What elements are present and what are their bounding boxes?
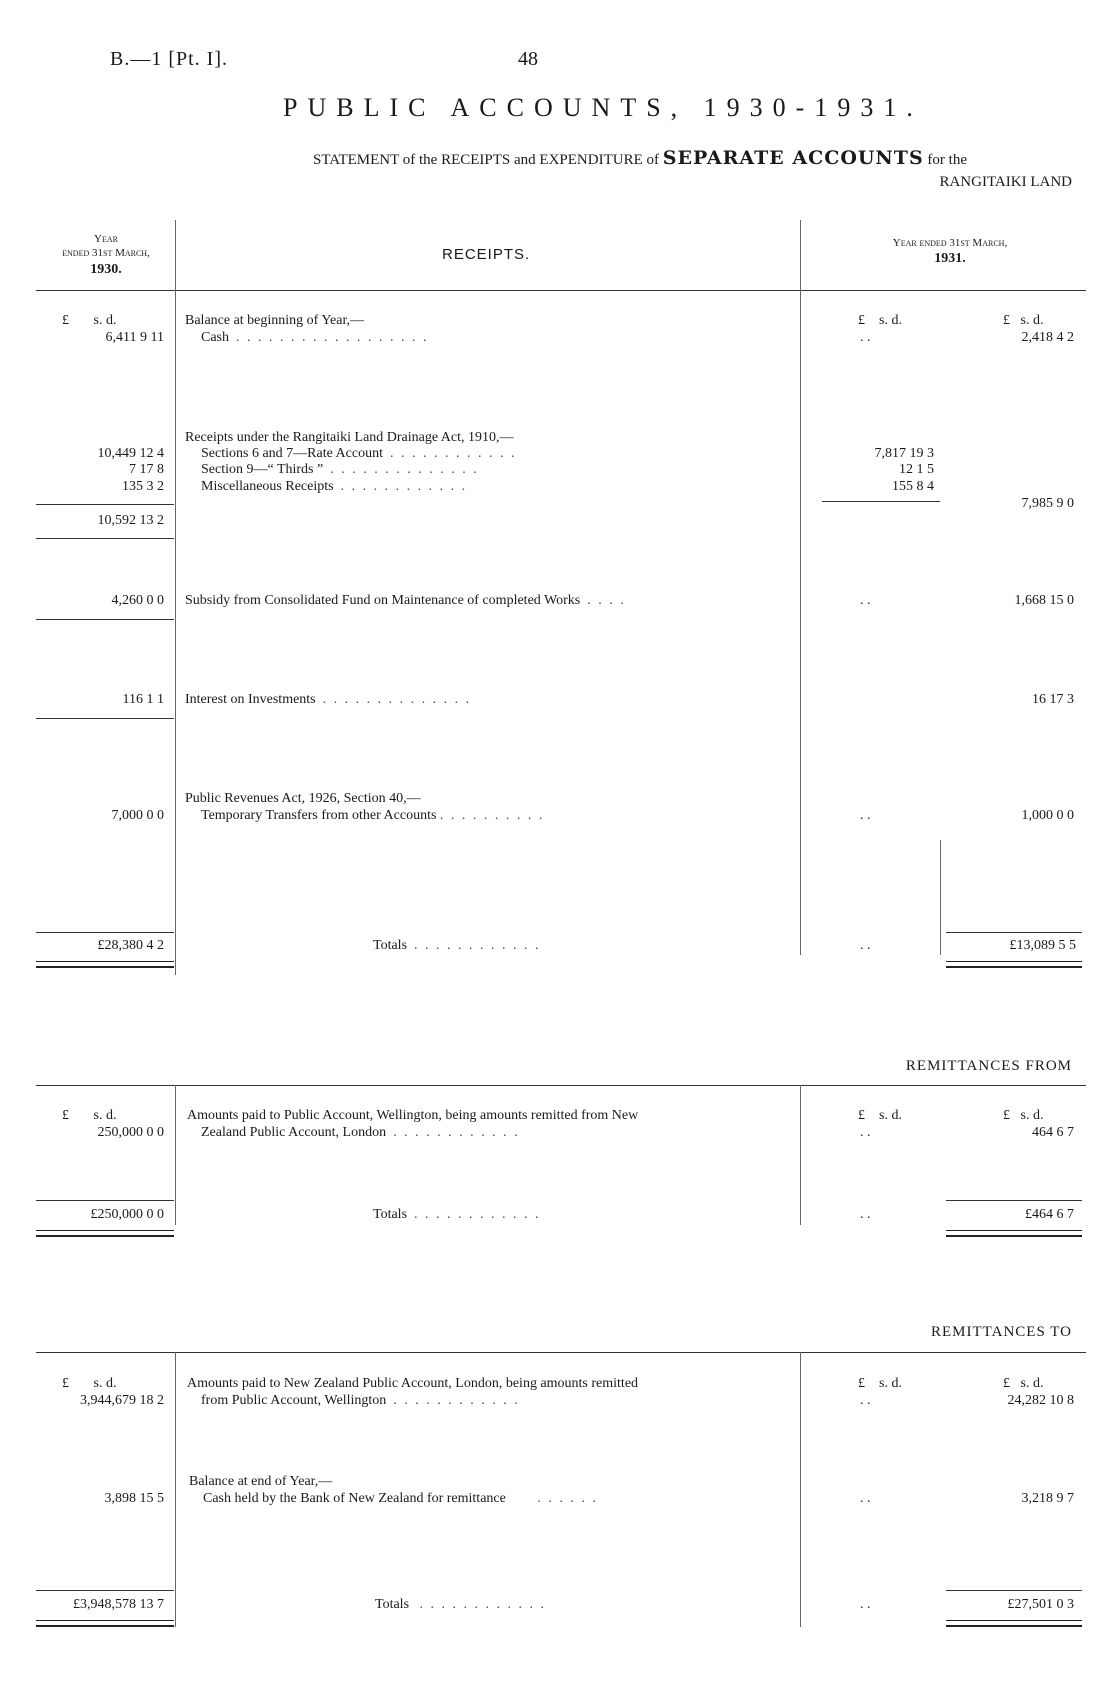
statement-subtitle: RANGITAIKI LAND: [939, 174, 1072, 190]
remit-to-1930: 3,944,679 18 2: [80, 1393, 164, 1408]
total-top-rule-1930: [36, 932, 174, 933]
transfers-1931: 1,000 0 0: [1021, 808, 1074, 823]
transfers-label: Temporary Transfers from other Accounts . . . . . . . . . .: [201, 808, 545, 823]
leader-inner-7: . .: [860, 1393, 871, 1408]
leader-inner-2: . .: [860, 593, 871, 608]
interest-label: Interest on Investments . . . . . . . . . . . . . .: [185, 692, 472, 707]
interest-1931: 16 17 3: [1032, 692, 1074, 707]
statement-suffix: for the: [927, 152, 967, 168]
column-divider-left: [175, 220, 176, 975]
interest-1930: 116 1 1: [122, 692, 164, 707]
subsidy-1930: 4,260 0 0: [111, 593, 164, 608]
rate-account-1930: 10,449 12 4: [97, 446, 164, 461]
remit-to-line1: Amounts paid to New Zealand Public Account, London, being amounts remitted: [187, 1376, 639, 1391]
column-head-1930: Year ended 31st March, 1930.: [62, 233, 150, 277]
remit-to-currency-inner: £ s. d.: [858, 1376, 902, 1391]
remit-from-double-rule-1930: [36, 1230, 174, 1237]
remit-from-top-rule: [36, 1085, 1086, 1086]
receipts-total-1931: £13,089 5 5: [1009, 938, 1076, 953]
remit-to-double-rule-1931: [946, 1620, 1082, 1627]
remittances-to-title: REMITTANCES TO: [930, 1324, 1072, 1340]
drainage-heading: Receipts under the Rangitaiki Land Drainage Act, 1910,—: [185, 430, 514, 445]
leader-inner-4: . .: [860, 938, 871, 953]
misc-receipts-1931: 155 8 4: [892, 479, 934, 494]
remit-to-currency-1930: £ s. d.: [62, 1376, 117, 1391]
remit-from-1930: 250,000 0 0: [97, 1125, 164, 1140]
remit-to-1931: 24,282 10 8: [1007, 1393, 1074, 1408]
balance-end-heading: Balance at end of Year,—: [189, 1474, 333, 1489]
page-title: PUBLIC ACCOUNTS, 1930-1931.: [283, 93, 923, 122]
receipts-total-1930: £28,380 4 2: [97, 938, 164, 953]
drainage-total-1930: 10,592 13 2: [97, 513, 164, 528]
statement-prefix: STATEMENT of the RECEIPTS and EXPENDITURE of: [313, 152, 659, 168]
total-double-rule-1930: [36, 961, 174, 968]
drainage-total-1931: 7,985 9 0: [1021, 496, 1074, 511]
remit-to-total-rule-1930: [36, 1590, 174, 1591]
remit-from-total-rule-1930: [36, 1200, 174, 1201]
pra-heading: Public Revenues Act, 1926, Section 40,—: [185, 791, 421, 806]
subtotal-rule-inner: [822, 501, 940, 502]
remit-to-double-rule-1930: [36, 1620, 174, 1627]
leader-inner-9: . .: [860, 1597, 871, 1612]
total-top-rule-1931: [946, 932, 1082, 933]
thirds-label: Section 9—“ Thirds ” . . . . . . . . . . . . . .: [201, 462, 479, 477]
interest-rule-1930: [36, 718, 174, 719]
remit-to-divider-right: [800, 1352, 801, 1627]
currency-head-inner: £ s. d.: [858, 313, 902, 328]
leader-inner-5: . .: [860, 1125, 871, 1140]
rate-account-label: Sections 6 and 7—Rate Account . . . . . . . . . . . .: [201, 446, 517, 461]
subsidy-label: Subsidy from Consolidated Fund on Maintenance of completed Works . . . .: [185, 593, 626, 608]
statement-title: [313, 147, 967, 169]
remit-from-divider-right: [800, 1085, 801, 1225]
remit-to-divider-left: [175, 1352, 176, 1627]
remit-from-line1: Amounts paid to Public Account, Wellington, being amounts remitted from New: [187, 1108, 639, 1123]
remit-from-totals-label: Totals . . . . . . . . . . . .: [373, 1207, 541, 1222]
remit-from-double-rule-1931: [946, 1230, 1082, 1237]
leader-inner-8: . .: [860, 1491, 871, 1506]
leader-inner-1: . .: [860, 330, 871, 345]
cash-bank-1930: 3,898 15 5: [104, 1491, 164, 1506]
page-number: 48: [518, 48, 538, 70]
remit-to-top-rule: [36, 1352, 1086, 1353]
remit-to-currency-1931: £ s. d.: [1003, 1376, 1044, 1391]
remit-to-total-1930: £3,948,578 13 7: [73, 1597, 164, 1612]
leader-inner-3: . .: [860, 808, 871, 823]
leader-inner-6: . .: [860, 1207, 871, 1222]
subtotal-rule-1930: [36, 504, 174, 505]
subsidy-rule-1930: [36, 619, 174, 620]
cash-1931: 2,418 4 2: [1021, 330, 1074, 345]
document-reference: B.—1 [Pt. I].: [110, 48, 228, 70]
rate-account-1931: 7,817 19 3: [874, 446, 934, 461]
balance-beginning-heading: Balance at beginning of Year,—: [185, 313, 365, 328]
column-head-1931: Year ended 31st March, 1931.: [892, 237, 1008, 267]
remit-from-total-rule-1931: [946, 1200, 1082, 1201]
remit-to-totals-label: Totals . . . . . . . . . . . .: [375, 1597, 547, 1612]
remit-from-total-1931: £464 6 7: [1025, 1207, 1074, 1222]
remit-to-line2: from Public Account, Wellington . . . . . . . . . . . .: [201, 1393, 520, 1408]
cash-bank-label: Cash held by the Bank of New Zealand for remittance . . . . . .: [203, 1491, 598, 1506]
subtotal-end-rule-1930: [36, 538, 174, 539]
currency-head-1930: £ s. d.: [62, 313, 117, 328]
remittances-from-title: REMITTANCES FROM: [905, 1058, 1072, 1074]
misc-receipts-1930: 135 3 2: [122, 479, 164, 494]
remit-to-total-1931: £27,501 0 3: [1007, 1597, 1074, 1612]
remit-from-divider-left: [175, 1085, 176, 1225]
remit-to-total-rule-1931: [946, 1590, 1082, 1591]
subsidy-1931: 1,668 15 0: [1014, 593, 1074, 608]
statement-bold: SEPARATE ACCOUNTS: [662, 147, 924, 169]
column-divider-right: [800, 220, 801, 955]
remit-from-currency-1931: £ s. d.: [1003, 1108, 1044, 1123]
total-double-rule-1931: [946, 961, 1082, 968]
remit-from-currency-inner: £ s. d.: [858, 1108, 902, 1123]
receipts-heading: RECEIPTS.: [442, 246, 531, 263]
thirds-1930: 7 17 8: [129, 462, 164, 477]
misc-receipts-label: Miscellaneous Receipts . . . . . . . . . . . .: [201, 479, 468, 494]
receipts-totals-label: Totals . . . . . . . . . . . .: [373, 938, 541, 953]
column-divider-inner: [940, 840, 941, 955]
remit-from-currency-1930: £ s. d.: [62, 1108, 117, 1123]
thirds-1931: 12 1 5: [899, 462, 934, 477]
remit-from-total-1930: £250,000 0 0: [90, 1207, 164, 1222]
currency-head-1931: £ s. d.: [1003, 313, 1044, 328]
cash-label: Cash . . . . . . . . . . . . . . . . . .: [201, 330, 429, 345]
transfers-1930: 7,000 0 0: [111, 808, 164, 823]
remit-from-line2: Zealand Public Account, London . . . . . . . . . . . .: [201, 1125, 520, 1140]
remit-from-1931: 464 6 7: [1032, 1125, 1074, 1140]
header-rule: [36, 290, 1086, 291]
cash-bank-1931: 3,218 9 7: [1021, 1491, 1074, 1506]
cash-1930: 6,411 9 11: [105, 330, 164, 345]
